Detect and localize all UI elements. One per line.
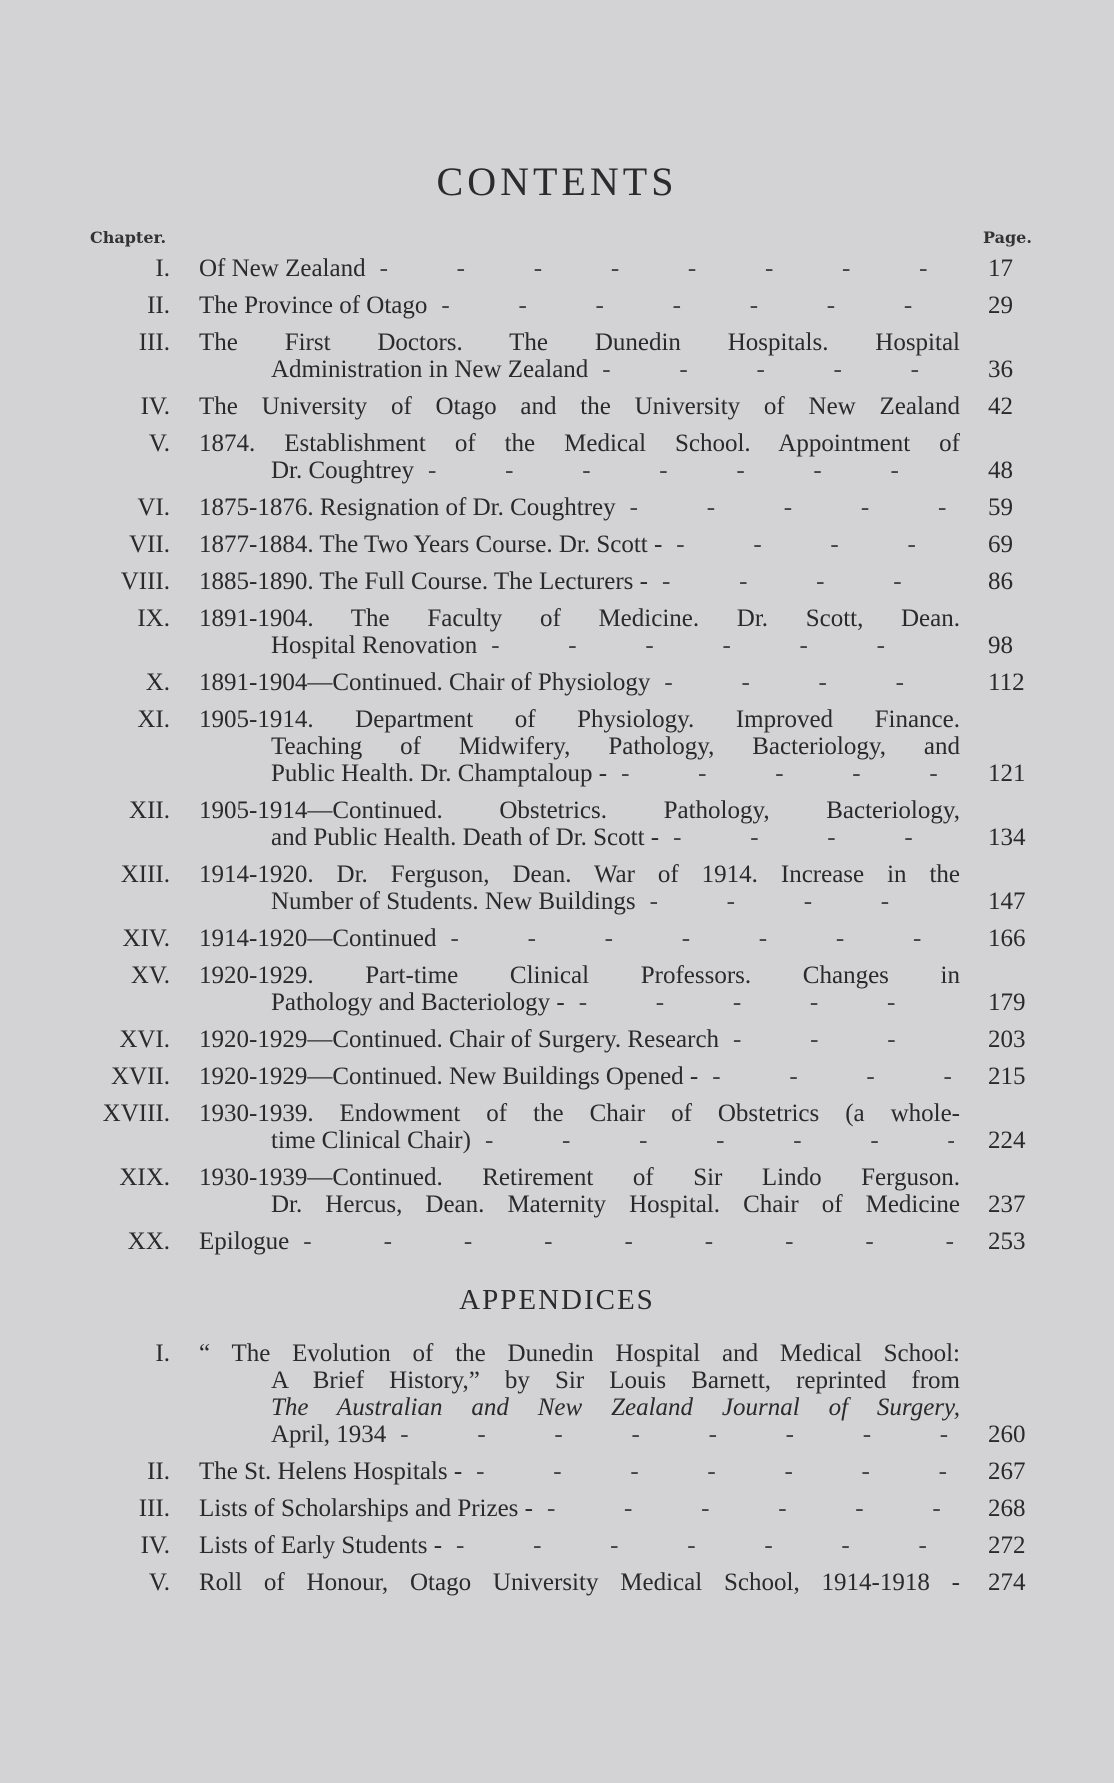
entry-title-line: “ The Evolution of the Dunedin Hospital and Medical School:: [199, 1340, 960, 1367]
entry-number: X.: [145, 669, 170, 696]
page-number: 166: [988, 925, 1026, 952]
entry-number: XVII.: [110, 1063, 170, 1090]
entry-title: [199, 1026, 960, 1053]
entry-title: [199, 925, 960, 952]
entry-title: [199, 1340, 960, 1448]
leader-dashes: [547, 1495, 954, 1522]
page-number: 215: [988, 1063, 1026, 1090]
leader-dashes: [428, 457, 954, 484]
chapter-entry[interactable]: [0, 669, 1114, 696]
leader-dashes: [662, 568, 954, 595]
chapter-entry[interactable]: [0, 1100, 1114, 1154]
page-number: 253: [988, 1228, 1026, 1255]
chapter-entry[interactable]: [0, 1063, 1114, 1090]
entry-title: [199, 1495, 960, 1522]
entry-title-line: The University of Otago and the University of New Zealand: [199, 393, 960, 420]
chapter-entry[interactable]: [0, 1026, 1114, 1053]
leader-dashes: [400, 1421, 954, 1448]
chapter-entry[interactable]: [0, 568, 1114, 595]
page-number: 267: [988, 1458, 1026, 1485]
entry-title-line: Teaching of Midwifery, Pathology, Bacteriology, and: [271, 733, 960, 760]
leader-dashes: [733, 1026, 954, 1053]
entry-title: [199, 292, 960, 319]
entry-title: [199, 669, 960, 696]
page-number: 268: [988, 1495, 1026, 1522]
entry-number: IX.: [137, 605, 170, 632]
entry-title-line: The Australian and New Zealand Journal of Surgery,: [271, 1394, 960, 1421]
entry-title-line: Epilogue: [199, 1228, 290, 1255]
entry-number: V.: [148, 430, 170, 457]
appendices-title: APPENDICES: [459, 1284, 655, 1316]
leader-dashes: [664, 669, 954, 696]
page-number: 17: [988, 255, 1013, 282]
chapter-entry[interactable]: [0, 1164, 1114, 1218]
page-number: 237: [988, 1191, 1026, 1218]
chapter-entry[interactable]: [0, 255, 1114, 282]
entry-number: VI.: [137, 494, 170, 521]
entry-title-line: 1891-1904. The Faculty of Medicine. Dr. Scott, Dean.: [199, 605, 960, 632]
entry-title-line: Of New Zealand: [199, 255, 366, 282]
leader-dashes: [476, 1458, 954, 1485]
entry-number: III.: [138, 329, 170, 356]
entry-title: [199, 531, 960, 558]
leader-dashes: [602, 356, 954, 383]
page-number: 274: [988, 1569, 1026, 1596]
entry-title-line: time Clinical Chair): [271, 1127, 471, 1154]
entry-title-line: 1905-1914. Department of Physiology. Improved Finance.: [199, 706, 960, 733]
page-number: 48: [988, 457, 1013, 484]
entry-title: [199, 1063, 960, 1090]
leader-dashes: [630, 494, 954, 521]
leader-dashes: [380, 255, 954, 282]
leader-dashes: [441, 292, 954, 319]
entry-title: [199, 494, 960, 521]
entry-title: [199, 1164, 960, 1218]
entry-title: [199, 255, 960, 282]
chapter-entry[interactable]: [0, 605, 1114, 659]
leader-dashes: [650, 888, 954, 915]
chapter-entry[interactable]: [0, 925, 1114, 952]
page-number: 134: [988, 824, 1026, 851]
chapter-entry[interactable]: [0, 494, 1114, 521]
entry-number: XIX.: [119, 1164, 170, 1191]
entry-title-line: Dr. Coughtrey: [271, 457, 415, 484]
page-number: 36: [988, 356, 1013, 383]
entry-title-line: A Brief History,” by Sir Louis Barnett, reprinted from: [271, 1367, 960, 1394]
entry-title-line: 1920-1929. Part-time Clinical Professors. Changes in: [199, 962, 960, 989]
page-number: 272: [988, 1532, 1026, 1559]
page-title: CONTENTS: [436, 159, 678, 204]
entry-title: [199, 1100, 960, 1154]
entry-number: II.: [147, 1458, 170, 1485]
chapter-entry[interactable]: [0, 393, 1114, 420]
page-number: 147: [988, 888, 1026, 915]
entry-number: III.: [138, 1495, 170, 1522]
leader-dashes: [491, 632, 954, 659]
entry-title: [199, 568, 960, 595]
chapter-list: [0, 255, 1114, 1265]
chapter-entry[interactable]: [0, 292, 1114, 319]
chapter-entry[interactable]: [0, 531, 1114, 558]
entry-number: I.: [155, 1340, 170, 1367]
entry-title: [199, 393, 960, 420]
appendix-entry[interactable]: [0, 1340, 1114, 1448]
leader-dashes: [579, 989, 954, 1016]
entry-title: [199, 605, 960, 659]
entry-title: [199, 1458, 960, 1485]
entry-title-line: 1920-1929—Continued. Chair of Surgery. Research: [199, 1026, 720, 1053]
page-number: 260: [988, 1421, 1026, 1448]
entry-title-line: Public Health. Dr. Champtaloup -: [271, 760, 608, 787]
leader-dashes: [673, 824, 954, 851]
entry-number: IV.: [140, 1532, 170, 1559]
entry-number: XVI.: [119, 1026, 170, 1053]
entry-title-line: 1914-1920—Continued: [199, 925, 437, 952]
entry-number: XIV.: [122, 925, 170, 952]
entry-number: XVIII.: [102, 1100, 170, 1127]
entry-title: [199, 1228, 960, 1255]
chapter-entry[interactable]: [0, 861, 1114, 915]
page-number: 224: [988, 1127, 1026, 1154]
page-number: 112: [988, 669, 1025, 696]
entry-title-line: 1877-1884. The Two Years Course. Dr. Scott -: [199, 531, 663, 558]
entry-title-line: 1874. Establishment of the Medical School. Appointment of: [199, 430, 960, 457]
leader-dashes: [456, 1532, 954, 1559]
entry-title-line: 1930-1939—Continued. Retirement of Sir Lindo Ferguson.: [199, 1164, 960, 1191]
entry-title: [199, 706, 960, 787]
entry-number: I.: [155, 255, 170, 282]
page-number: 98: [988, 632, 1013, 659]
entry-title: [199, 329, 960, 383]
entry-title-line: April, 1934: [271, 1421, 387, 1448]
chapter-column-label: Chapter.: [90, 228, 167, 247]
entry-title-line: Administration in New Zealand: [271, 356, 589, 383]
page-number: 121: [988, 760, 1026, 787]
entry-number: XX.: [127, 1228, 170, 1255]
page-number: 42: [988, 393, 1013, 420]
entry-title-line: 1885-1890. The Full Course. The Lecturers -: [199, 568, 648, 595]
entry-number: V.: [148, 1569, 170, 1596]
page-number: 59: [988, 494, 1013, 521]
entry-number: XI.: [137, 706, 170, 733]
chapter-entry[interactable]: [0, 706, 1114, 787]
entry-title: [199, 962, 960, 1016]
page-number: 69: [988, 531, 1013, 558]
leader-dashes: [621, 760, 954, 787]
entry-number: XII.: [129, 797, 170, 824]
page-number: 203: [988, 1026, 1026, 1053]
chapter-entry[interactable]: [0, 329, 1114, 383]
entry-title-line: 1905-1914—Continued. Obstetrics. Pathology, Bacteriology,: [199, 797, 960, 824]
entry-number: IV.: [140, 393, 170, 420]
appendix-entry[interactable]: [0, 1495, 1114, 1522]
entry-title-line: The St. Helens Hospitals -: [199, 1458, 463, 1485]
leader-dashes: [712, 1063, 954, 1090]
entry-title: [199, 861, 960, 915]
appendix-entry[interactable]: [0, 1532, 1114, 1559]
entry-title-line: 1920-1929—Continued. New Buildings Opened -: [199, 1063, 699, 1090]
entry-number: XIII.: [120, 861, 170, 888]
entry-title: [199, 1569, 960, 1596]
entry-title-line: Number of Students. New Buildings: [271, 888, 636, 915]
entry-title: [199, 797, 960, 851]
appendix-list: [0, 1340, 1114, 1606]
appendix-entry[interactable]: [0, 1569, 1114, 1596]
appendix-entry[interactable]: [0, 1458, 1114, 1485]
page-column-label: Page.: [983, 228, 1032, 247]
entry-title-line: The Province of Otago: [199, 292, 428, 319]
page-number: 86: [988, 568, 1013, 595]
chapter-entry[interactable]: [0, 962, 1114, 1016]
entry-number: XV.: [130, 962, 170, 989]
chapter-entry[interactable]: [0, 1228, 1114, 1255]
page-number: 179: [988, 989, 1026, 1016]
entry-title-line: and Public Health. Death of Dr. Scott -: [271, 824, 660, 851]
leader-dashes: [485, 1127, 954, 1154]
entry-title-line: 1914-1920. Dr. Ferguson, Dean. War of 1914. Increase in the: [199, 861, 960, 888]
leader-dashes: [303, 1228, 954, 1255]
entry-number: VIII.: [120, 568, 170, 595]
chapter-entry[interactable]: [0, 430, 1114, 484]
entry-title-line: 1875-1876. Resignation of Dr. Coughtrey: [199, 494, 616, 521]
entry-title-line: Roll of Honour, Otago University Medical School, 1914-1918 -: [199, 1569, 960, 1596]
entry-title-line: Lists of Scholarships and Prizes -: [199, 1495, 533, 1522]
entry-title: [199, 1532, 960, 1559]
entry-number: II.: [147, 292, 170, 319]
entry-title-line: Dr. Hercus, Dean. Maternity Hospital. Chair of Medicine: [271, 1191, 960, 1218]
entry-title-line: Hospital Renovation: [271, 632, 478, 659]
entry-title-line: Lists of Early Students -: [199, 1532, 443, 1559]
entry-title-line: 1930-1939. Endowment of the Chair of Obstetrics (a whole-: [199, 1100, 960, 1127]
entry-title-line: The First Doctors. The Dunedin Hospitals. Hospital: [199, 329, 960, 356]
entry-title-line: 1891-1904—Continued. Chair of Physiology: [199, 669, 651, 696]
entry-title: [199, 430, 960, 484]
entry-title-line: Pathology and Bacteriology -: [271, 989, 565, 1016]
chapter-entry[interactable]: [0, 797, 1114, 851]
leader-dashes: [451, 925, 955, 952]
page-number: 29: [988, 292, 1013, 319]
leader-dashes: [676, 531, 954, 558]
entry-number: VII.: [129, 531, 170, 558]
